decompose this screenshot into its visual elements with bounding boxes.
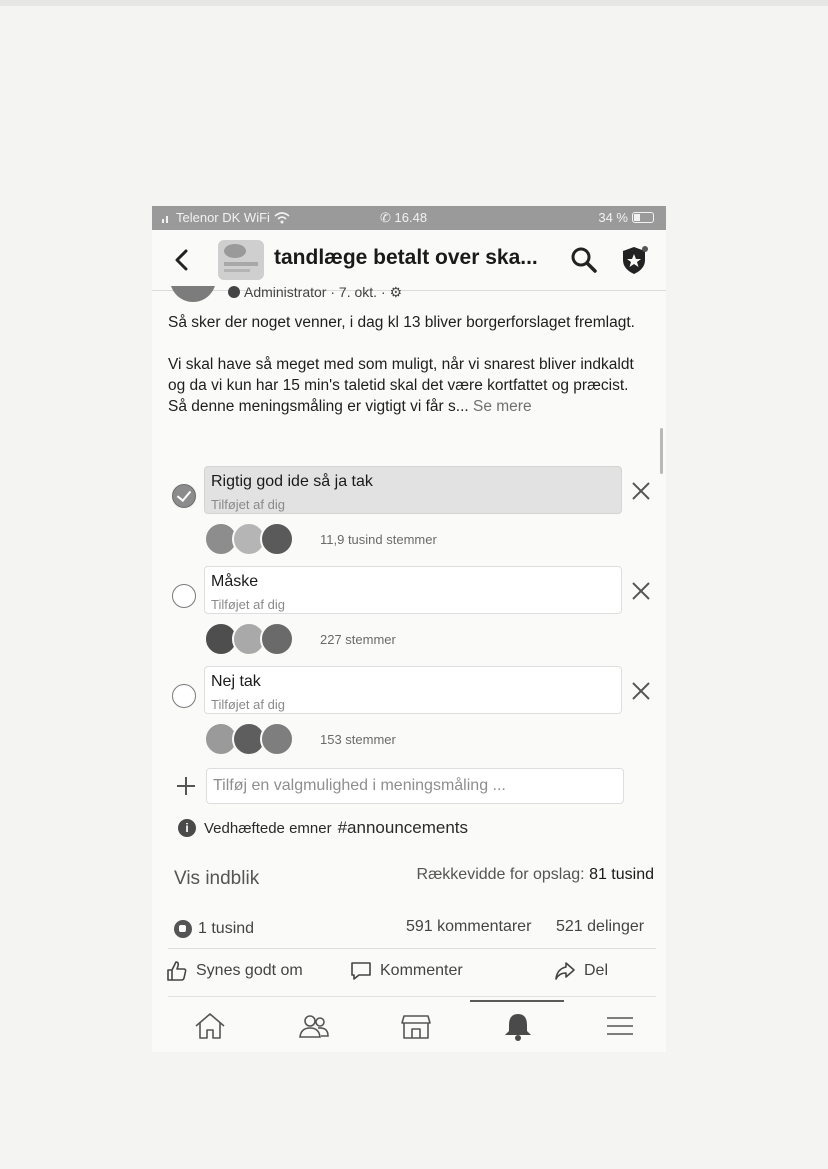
add-option-input[interactable]: Tilføj en valgmulighed i meningsmåling ... — [206, 768, 624, 804]
phone-call-icon: ✆ — [380, 210, 395, 225]
poll-option-box[interactable] — [204, 666, 622, 714]
menu-icon[interactable] — [602, 1010, 638, 1042]
share-button[interactable]: Del — [554, 960, 608, 982]
remove-option-icon[interactable] — [630, 480, 652, 502]
admin-shield-icon[interactable] — [618, 244, 650, 276]
view-insights-link[interactable]: Vis indblik — [174, 868, 260, 889]
post-actions — [152, 958, 666, 988]
meta-separator: · — [330, 284, 339, 300]
poll-option — [152, 464, 666, 564]
engagement-stats — [152, 914, 666, 942]
voter-avatar — [260, 722, 294, 756]
plus-icon[interactable] — [176, 776, 196, 796]
poll-option-label: Rigtig god ide så ja tak — [211, 473, 373, 490]
group-title[interactable]: tandlæge betalt over ska... — [274, 246, 538, 269]
poll-vote-count[interactable]: 227 stemmer — [320, 632, 396, 647]
like-button[interactable]: Synes godt om — [166, 960, 303, 982]
group-header — [152, 232, 666, 288]
voter-avatar — [260, 622, 294, 656]
voter-avatar — [260, 522, 294, 556]
likes-count[interactable]: 1 tusind — [198, 920, 255, 937]
poll-option — [152, 564, 666, 664]
post-paragraph-truncated: Så denne meningsmåling er vigtigt vi får s... Se mere — [168, 398, 532, 415]
active-tab-indicator — [470, 1000, 564, 1002]
post-meta — [228, 284, 402, 301]
poll-vote-count[interactable]: 11,9 tusind stemmer — [320, 532, 437, 547]
marketplace-icon[interactable] — [398, 1010, 434, 1042]
like-reaction-icon — [174, 920, 192, 938]
friends-icon[interactable] — [296, 1010, 332, 1042]
bottom-tab-bar — [152, 1000, 666, 1052]
carrier-name: Telenor DK WiFi — [176, 210, 270, 225]
remove-option-icon[interactable] — [630, 580, 652, 602]
audience-icon: ⚙ — [389, 284, 403, 300]
reach-label: Rækkevidde for opslag: — [416, 866, 585, 883]
poll-option-radio[interactable] — [172, 484, 196, 508]
author-role: Administrator — [244, 284, 327, 300]
add-poll-option — [152, 766, 666, 806]
topic-hashtag[interactable]: #announcements — [337, 818, 469, 837]
voter-avatars[interactable] — [204, 622, 288, 656]
post-paragraph: Vi skal have så meget med som muligt, når vi snarest bliver indkaldt og da vi kun har 15 min's taletid skal det være kortfattet og præcist. — [168, 356, 634, 394]
admin-badge-icon — [228, 286, 240, 298]
voter-avatars[interactable] — [204, 522, 288, 556]
poll-option-label: Nej tak — [211, 673, 261, 690]
poll-option-added-by: Tilføjet af dig — [211, 497, 285, 512]
meta-separator: · — [380, 284, 390, 300]
author-avatar[interactable] — [170, 286, 216, 302]
battery-percent: 34 % — [598, 210, 628, 225]
poll-option-added-by: Tilføjet af dig — [211, 597, 285, 612]
poll-option — [152, 664, 666, 764]
poll-option-added-by: Tilføjet af dig — [211, 697, 285, 712]
share-icon — [554, 960, 576, 982]
poll-vote-count[interactable]: 153 stemmer — [320, 732, 396, 747]
back-arrow-icon[interactable] — [170, 246, 194, 274]
wifi-icon — [274, 212, 290, 224]
group-avatar[interactable] — [218, 240, 264, 280]
see-more-link[interactable]: Se mere — [473, 398, 532, 415]
voter-avatars[interactable] — [204, 722, 288, 756]
comment-button[interactable]: Kommenter — [350, 960, 463, 982]
attached-topics — [178, 818, 468, 838]
home-icon[interactable] — [192, 1010, 228, 1042]
status-time: ✆ 16.48 — [380, 210, 428, 225]
post-paragraph: Så sker der noget venner, i dag kl 13 bliver borgerforslaget fremlagt. — [168, 314, 635, 331]
insights-row — [152, 864, 666, 894]
comment-icon — [350, 960, 372, 982]
post-date[interactable]: 7. okt. — [338, 284, 378, 300]
shares-count[interactable]: 521 delinger — [556, 918, 645, 935]
info-icon: i — [178, 819, 196, 837]
remove-option-icon[interactable] — [630, 680, 652, 702]
reach-value: 81 tusind — [589, 866, 654, 883]
post-body — [168, 312, 648, 417]
battery-status — [598, 210, 654, 225]
poll-option-box[interactable] — [204, 566, 622, 614]
carrier-info — [162, 210, 290, 225]
comments-count[interactable]: 591 kommentarer — [406, 918, 532, 935]
battery-icon — [632, 212, 654, 223]
topics-label: Vedhæftede emner — [204, 819, 332, 837]
status-bar — [152, 206, 666, 230]
divider — [168, 948, 656, 949]
notifications-bell-icon[interactable] — [500, 1010, 536, 1042]
post-reach — [417, 866, 654, 884]
poll-option-radio[interactable] — [172, 584, 196, 608]
phone-screen — [152, 206, 666, 1052]
poll-option-radio[interactable] — [172, 684, 196, 708]
poll-option-label: Måske — [211, 573, 259, 590]
poll-option-box[interactable] — [204, 466, 622, 514]
signal-icon — [162, 213, 172, 223]
paper-edge — [0, 0, 828, 6]
thumbs-up-icon — [166, 960, 188, 982]
divider — [168, 996, 656, 997]
search-icon[interactable] — [570, 246, 598, 274]
